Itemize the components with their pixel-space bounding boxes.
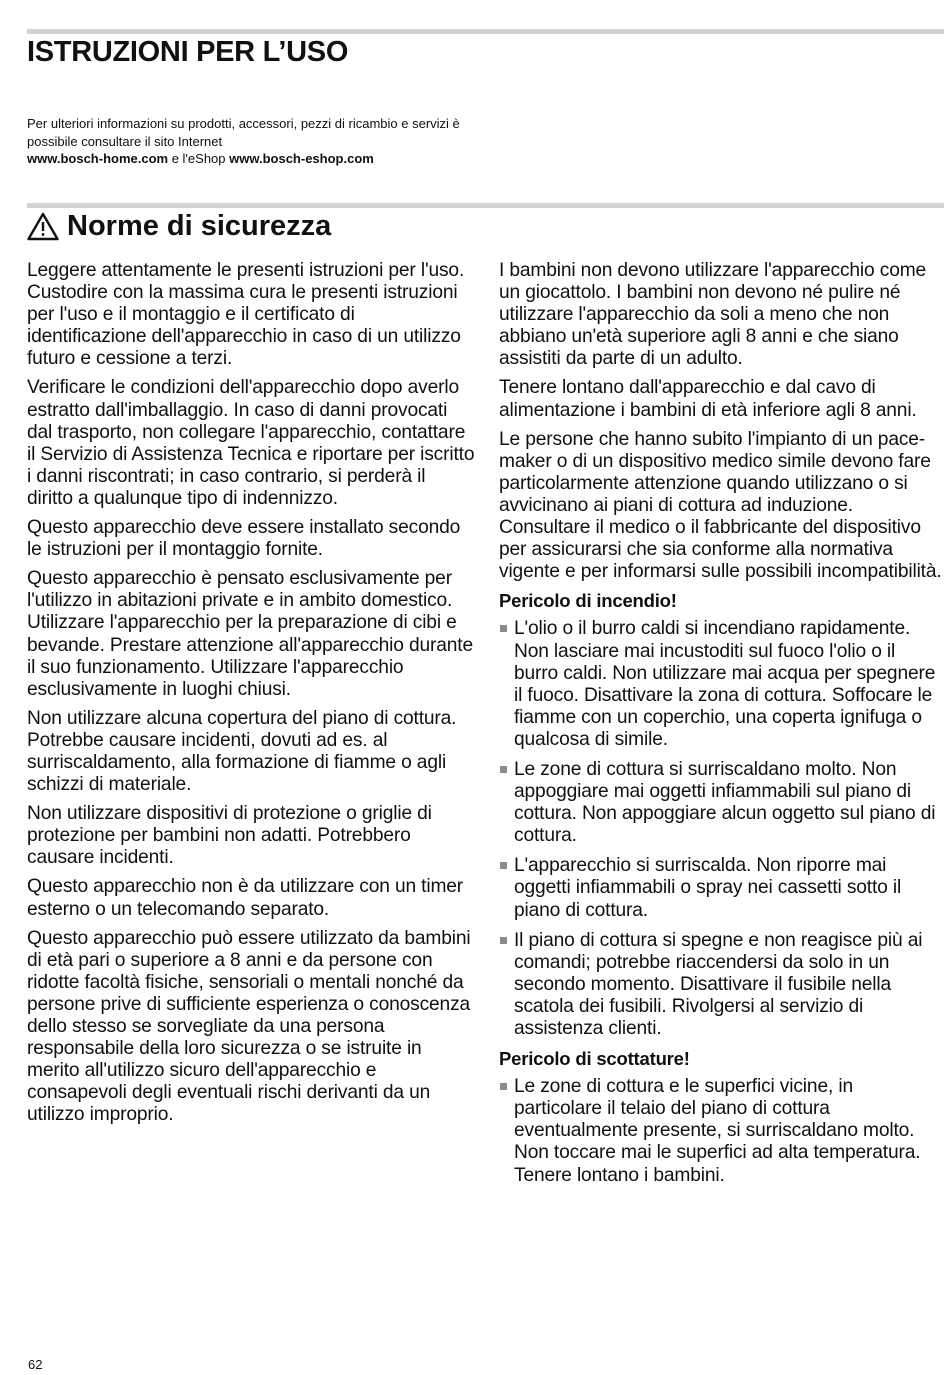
list-item: [499, 930, 944, 1040]
paragraph: Questo apparecchio è pensato esclusivamente per l'utilizzo in abitazioni private e in ambito domestico. Utilizzare l'apparecchio per la preparazione di cibi e bevande. Prestare attenzione all'apparecchio durante il suo funzionamento. Utilizzare l'apparecchio esclusivamente in luoghi chiusi.: [27, 568, 474, 700]
list-item-text: Le zone di cottura si surriscaldano molto. Non appoggiare mai oggetti infiammabili sul piano di cottura. Non appoggiare alcun oggetto sul piano di cottura.: [514, 758, 936, 847]
paragraph: Tenere lontano dall'apparecchio e dal cavo di alimentazione i bambini di età inferiore agli 8 anni.: [499, 377, 917, 421]
list-item: [499, 855, 944, 921]
section-title: Norme di sicurezza: [67, 210, 332, 242]
paragraph: I bambini non devono utilizzare l'apparecchio come un giocattolo. I bambini non devono né pulire né utilizzare l'apparecchio da soli a meno che non abbiano un'età superiore agli 8 anni e che siano assistiti da parte di un adulto.: [499, 260, 927, 370]
fire-danger-list: [499, 618, 944, 1040]
list-item-text: Le zone di cottura e le superfici vicine, in particolare il telaio del piano di cottura eventualmente presente, si surriscaldano molto. Non toccare mai le superfici ad alta temperatura. Tenere lontano i bambini.: [514, 1076, 921, 1186]
square-bullet-icon: [500, 766, 507, 773]
top-divider: [27, 29, 944, 34]
list-item: [499, 618, 944, 751]
paragraph: Non utilizzare dispositivi di protezione o griglie di protezione per bambini non adatti. Potrebbero causare incidenti.: [27, 803, 432, 869]
list-item: [499, 759, 944, 847]
burn-danger-heading: Pericolo di scottature!: [499, 1048, 690, 1070]
square-bullet-icon: [500, 862, 507, 869]
intro-text: [27, 115, 467, 168]
left-column: [27, 260, 475, 1133]
paragraph: Questo apparecchio deve essere installato secondo le istruzioni per il montaggio fornite.: [27, 517, 461, 561]
link-bosch-eshop[interactable]: www.bosch-eshop.com: [229, 151, 374, 166]
list-item: [499, 1076, 944, 1186]
square-bullet-icon: [500, 937, 507, 944]
list-item-text: Il piano di cottura si spegne e non reagisce più ai comandi; potrebbe riaccendersi da solo in un secondo momento. Disattivare il fusibile nella scatola dei fusibili. Rivolgersi al servizio di assistenza clienti.: [514, 929, 923, 1039]
square-bullet-icon: [500, 1083, 507, 1090]
list-item-text: L'apparecchio si surriscalda. Non riporre mai oggetti infiammabili o spray nei cassetti sotto il piano di cottura.: [514, 855, 902, 921]
burn-danger-list: [499, 1076, 944, 1186]
paragraph: Verificare le condizioni dell'apparecchio dopo averlo estratto dall'imballaggio. In caso di danni provocati dal trasporto, non collegare l'apparecchio, contattare il Servizio di Assistenza Tecnica e riportare per iscritto i danni riscontrati; in caso contrario, si perderà il diritto a qualunque tipo di indennizzo.: [27, 377, 475, 509]
square-bullet-icon: [500, 625, 507, 632]
intro-connector: e l'eShop: [168, 151, 230, 166]
paragraph: Questo apparecchio non è da utilizzare con un timer esterno o un telecomando separato.: [27, 876, 464, 920]
fire-danger-heading: Pericolo di incendio!: [499, 590, 677, 612]
section-divider: [27, 203, 944, 208]
paragraph: Le persone che hanno subito l'impianto di un pace-maker o di un dispositivo medico simile devono fare particolarmente attenzione quando utilizzano o si avvicinano ai piani di cottura ad induzione. Consultare il medico o il fabbricante del dispositivo per assicurarsi che sia conforme alla normativa vigente e per informarsi sulle possibili incompatibilità.: [499, 428, 942, 583]
link-bosch-home[interactable]: www.bosch-home.com: [27, 151, 169, 166]
paragraph: Questo apparecchio può essere utilizzato da bambini di età pari o superiore a 8 anni e da persone con ridotte facoltà fisiche, sensoriali o mentali nonché da persone prive di sufficiente esperienza o conoscenza dello stesso se sorvegliate da una persona responsabile della loro sicurezza o se istruite in merito all'utilizzo sicuro dell'apparecchio e consapevoli degli eventuali rischi derivanti da un utilizzo improprio.: [27, 927, 471, 1126]
page-title: ISTRUZIONI PER L’USO: [27, 36, 349, 68]
paragraph: Non utilizzare alcuna copertura del piano di cottura. Potrebbe causare incidenti, dovuti ad es. al surriscaldamento, alla formazione di fiamme o agli schizzi di materiale.: [27, 707, 457, 796]
section-heading: [27, 210, 331, 243]
right-column: [499, 260, 944, 1195]
intro-sentence: Per ulteriori informazioni su prodotti, accessori, pezzi di ricambio e servizi è possibile consultare il sito Internet: [27, 116, 460, 149]
list-item-text: L'olio o il burro caldi si incendiano rapidamente. Non lasciare mai incustoditi sul fuoco l'olio o il burro caldi. Non utilizzare mai acqua per spegnere il fuoco. Disattivare la zona di cottura. Soffocare le fiamme con un coperchio, una coperta ignifuga o qualcosa di simile.: [514, 618, 936, 750]
paragraph: Leggere attentamente le presenti istruzioni per l'uso. Custodire con la massima cura le presenti istruzioni per l'uso e il montaggio e il certificato di identificazione dell'apparecchio in caso di un utilizzo futuro e cessione a terzi.: [27, 260, 465, 370]
warning-triangle-icon: [27, 212, 59, 241]
page-number: 62: [28, 1357, 43, 1372]
